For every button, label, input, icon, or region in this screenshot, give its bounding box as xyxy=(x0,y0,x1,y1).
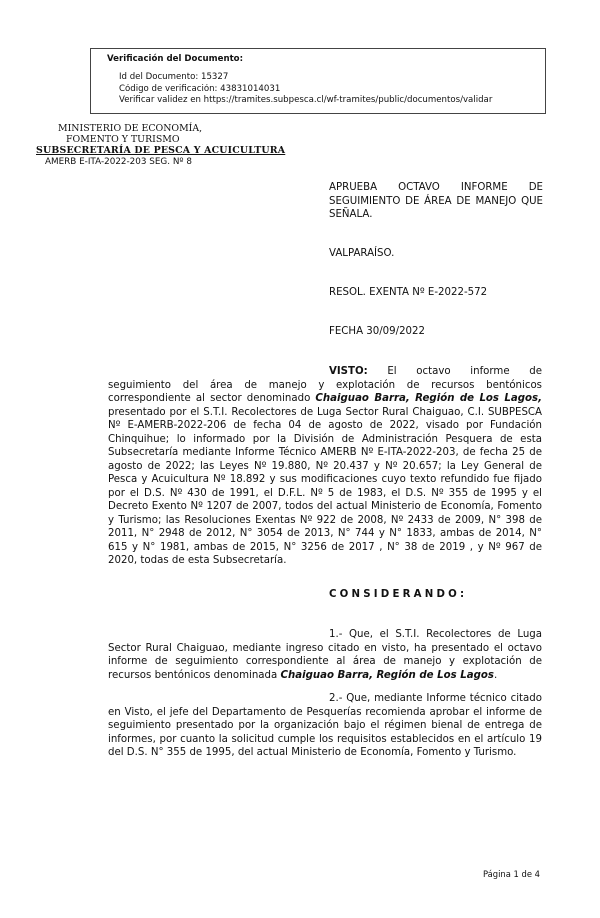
verification-title: Verificación del Documento: xyxy=(107,54,244,64)
verification-document-id: Id del Documento: 15327 xyxy=(119,72,545,84)
visto-paragraph xyxy=(108,365,542,568)
considerando-1 xyxy=(108,628,542,682)
considerando-heading: CONSIDERANDO: xyxy=(329,589,468,600)
verification-url[interactable]: Verificar validez en https://tramites.subpesca.cl/wf-tramites/public/documentos/validar xyxy=(119,95,545,107)
ministry-line-2: FOMENTO Y TURISMO xyxy=(66,134,180,146)
c1-sector: Chaiguao Barra, Región de Los Lagos xyxy=(280,669,494,681)
letterhead xyxy=(36,123,286,168)
verification-list xyxy=(107,72,545,107)
resolution-number: RESOL. EXENTA Nº E-2022-572 xyxy=(329,287,488,298)
verification-box xyxy=(90,48,546,114)
c1-text-b: . xyxy=(493,669,498,681)
document-reference: AMERB E-ITA-2022-203 SEG. Nº 8 xyxy=(45,156,192,167)
place: VALPARAÍSO. xyxy=(329,248,395,259)
subsecretaria-name: SUBSECRETARÍA DE PESCA Y ACUICULTURA xyxy=(36,145,286,157)
c2-text: 2.- Que, mediante Informe técnico citado en Visto, el jefe del Departamento de Pesquerías recomienda aprobar el informe de seguimiento presentado por la organización bajo el régimen bienal de entrega de informes, por cuanto la solicitud cumple los requisitos establecidos en el artículo 19 del D.S. N° 355 de 1995, del actual Ministerio de Economía, Fomento y Turismo. xyxy=(108,693,542,758)
visto-sector: Chaiguao Barra, Región de Los Lagos, xyxy=(315,393,542,404)
considerando-2 xyxy=(108,692,542,760)
resolution-date: FECHA 30/09/2022 xyxy=(329,326,425,337)
verification-code: Código de verificación: 43831014031 xyxy=(119,84,545,96)
visto-text-a: El octavo informe de seguimiento del área de manejo y explotación de recursos bentónicos correspondiente al sector denominado xyxy=(108,366,542,404)
ministry-line-1: MINISTERIO DE ECONOMÍA, xyxy=(58,123,203,134)
page-number: Página 1 de 4 xyxy=(482,869,540,879)
visto-label: VISTO: xyxy=(329,366,368,377)
visto-text-b: presentado por el S.T.I. Recolectores de Luga Sector Rural Chaiguao, C.I. SUBPESCA Nº E-AMERB-2022-206 de fecha 04 de agosto de 2022, visado por Fundación Chinquihue; lo informado por la División de Administración Pesquera de esta Subsecretaría mediante Informe Técnico AMERB Nº E-ITA-2022-203, de fecha 25 de agosto de 2022; las Leyes Nº 19.880, Nº 20.437 y Nº 20.657; la Ley General de Pesca y Acuicultura Nº 18.892 y sus modificaciones cuyo texto refundido fue fijado por el D.S. Nº 430 de 1991, el D.F.L. Nº 5 de 1983, el D.S. Nº 355 de 1995 y el Decreto Exento Nº 1207 de 2007, todos del actual Ministerio de Economía, Fomento y Turismo; las Resoluciones Exentas Nº 922 de 2008, Nº 2433 de 2009, N° 398 de 2011, N° 2948 de 2012, N° 3054 de 2013, N° 744 y N° 1833, ambas de 2014, N° 615 y N° 1981, ambas de 2015, N° 3256 de 2017 , N° 38 de 2019 , y Nº 967 de 2020, todas de esta Subsecretaría. xyxy=(108,406,542,566)
resolution-subject: APRUEBA OCTAVO INFORME DE SEGUIMIENTO DE ÁREA DE MANEJO QUE SEÑALA. xyxy=(329,182,543,221)
c1-text-a: 1.- Que, el S.T.I. Recolectores de Luga Sector Rural Chaiguao, mediante ingreso citado en visto, ha presentado el octavo informe de seguimiento correspondiente al área de manejo y explotación de recursos bentónicos denominada xyxy=(108,629,542,681)
